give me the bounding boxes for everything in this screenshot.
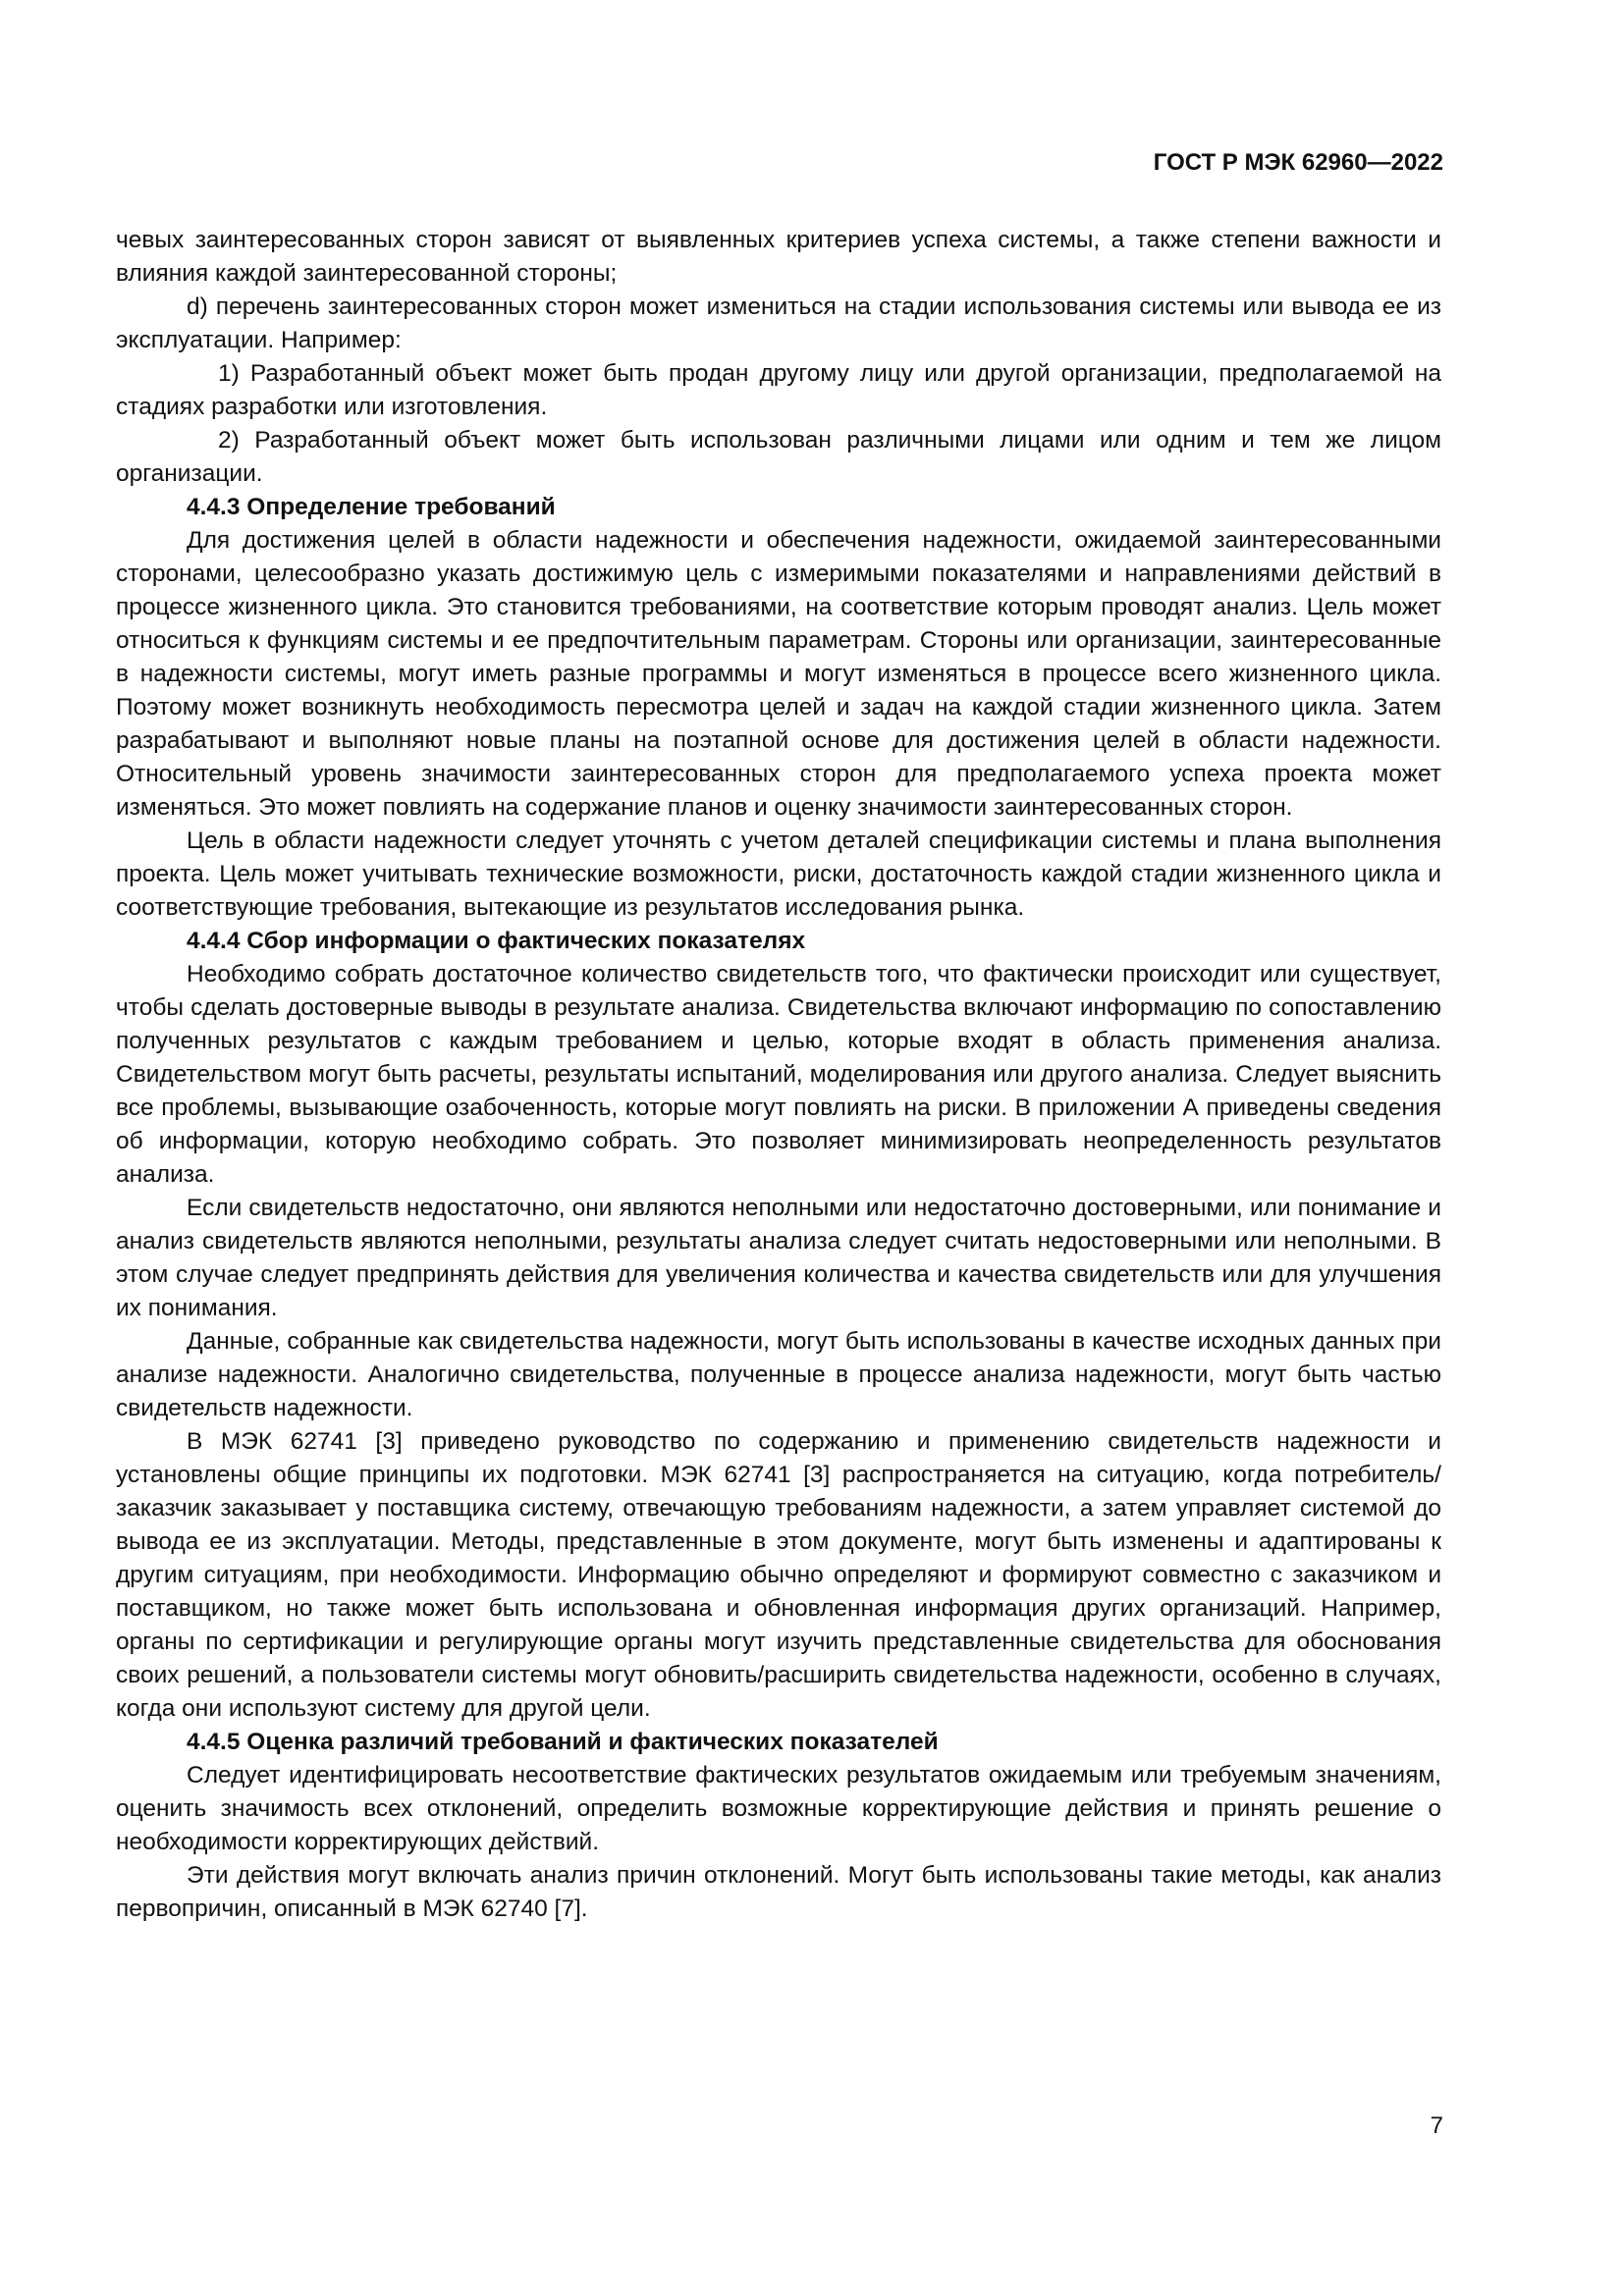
paragraph: Необходимо собрать достаточное количество свидетельств того, что фактически происходит или существует, чтобы сделать достоверные выводы в результате анализа. Свидетельства включают информацию по сопоставлению полученных результатов с каждым требованием и целью, которые входят в область применения анализа. Свидетельством могут быть расчеты, результаты испытаний, моделирования или другого анализа. Следует выяснить все проблемы, вызывающие озабоченность, которые могут повлиять на риски. В приложении А приведены сведения об информации, которую необходимо собрать. Это позволяет минимизировать неопределенность результатов анализа. bbox=[116, 961, 1441, 1188]
paragraph: В МЭК 62741 [3] приведено руководство по содержанию и применению свидетельств надежности и установлены общие принципы их подготовки. МЭК 62741 [3] распространяется на ситуацию, когда потребитель/заказчик заказывает у поставщика систему, отвечающую требованиям надежности, а затем управляет системой до вывода ее из эксплуатации. Методы, представленные в этом документе, могут быть изменены и адаптированы к другим ситуациям, при необходимости. Информацию обычно определяют и формируют совместно с заказчиком и поставщиком, но также может быть использована и обновленная информация других организаций. Например, органы по сертификации и регулирующие органы могут изучить представленные свидетельства для обоснования своих решений, а пользователи системы могут обновить/расширить свидетельства надежности, особенно в случаях, когда они используют систему для другой цели. bbox=[116, 1428, 1441, 1722]
page-number: 7 bbox=[1430, 2112, 1443, 2139]
paragraph: чевых заинтересованных сторон зависят от выявленных критериев успеха системы, а также степени важности и влияния каждой заинтересованной стороны; bbox=[116, 227, 1441, 287]
paragraph: Эти действия могут включать анализ причин отклонений. Могут быть использованы такие методы, как анализ первопричин, описанный в МЭК 62740 [7]. bbox=[116, 1862, 1441, 1922]
section-heading-4-4-4: 4.4.4 Сбор информации о фактических показателях bbox=[187, 928, 806, 954]
section-heading-4-4-3: 4.4.3 Определение требований bbox=[187, 494, 556, 520]
list-item: d) перечень заинтересованных сторон может измениться на стадии использования системы или вывода ее из эксплуатации. Например: bbox=[116, 294, 1441, 353]
list-item: 2) Разработанный объект может быть использован различными лицами или одним и тем же лицом организации. bbox=[116, 427, 1441, 487]
paragraph: Следует идентифицировать несоответствие фактических результатов ожидаемым или требуемым значениям, оценить значимость всех отклонений, определить возможные корректирующие действия и принять решение о необходимости корректирующих действий. bbox=[116, 1762, 1441, 1855]
paragraph: Если свидетельств недостаточно, они являются неполными или недостаточно достоверными, или понимание и анализ свидетельств являются неполными, результаты анализа следует считать недостоверными или неполными. В этом случае следует предпринять действия для увеличения количества и качества свидетельств или для улучшения их понимания. bbox=[116, 1195, 1441, 1321]
paragraph: Для достижения целей в области надежности и обеспечения надежности, ожидаемой заинтересованными сторонами, целесообразно указать достижимую цель с измеримыми показателями и направлениями действий в процессе жизненного цикла. Это становится требованиями, на соответствие которым проводят анализ. Цель может относиться к функциям системы и ее предпочтительным параметрам. Стороны или организации, заинтересованные в надежности системы, могут иметь разные программы и могут изменяться в процессе всего жизненного цикла. Поэтому может возникнуть необходимость пересмотра целей и задач на каждой стадии жизненного цикла. Затем разрабатывают и выполняют новые планы на поэтапной основе для достижения целей в области надежности. Относительный уровень значимости заинтересованных сторон для предполагаемого успеха проекта может изменяться. Это может повлиять на содержание планов и оценку значимости заинтересованных сторон. bbox=[116, 527, 1441, 821]
document-body bbox=[116, 224, 1441, 1926]
paragraph: Цель в области надежности следует уточнять с учетом деталей спецификации системы и плана выполнения проекта. Цель может учитывать технические возможности, риски, достаточность каждой стадии жизненного цикла и соответствующие требования, вытекающие из результатов исследования рынка. bbox=[116, 828, 1441, 921]
list-item: 1) Разработанный объект может быть продан другому лицу или другой организации, предполагаемой на стадиях разработки или изготовления. bbox=[116, 360, 1441, 420]
section-heading-4-4-5: 4.4.5 Оценка различий требований и фактических показателей bbox=[187, 1729, 939, 1755]
paragraph: Данные, собранные как свидетельства надежности, могут быть использованы в качестве исходных данных при анализе надежности. Аналогично свидетельства, полученные в процессе анализа надежности, могут быть частью свидетельств надежности. bbox=[116, 1328, 1441, 1421]
document-header: ГОСТ Р МЭК 62960—2022 bbox=[1153, 149, 1443, 176]
